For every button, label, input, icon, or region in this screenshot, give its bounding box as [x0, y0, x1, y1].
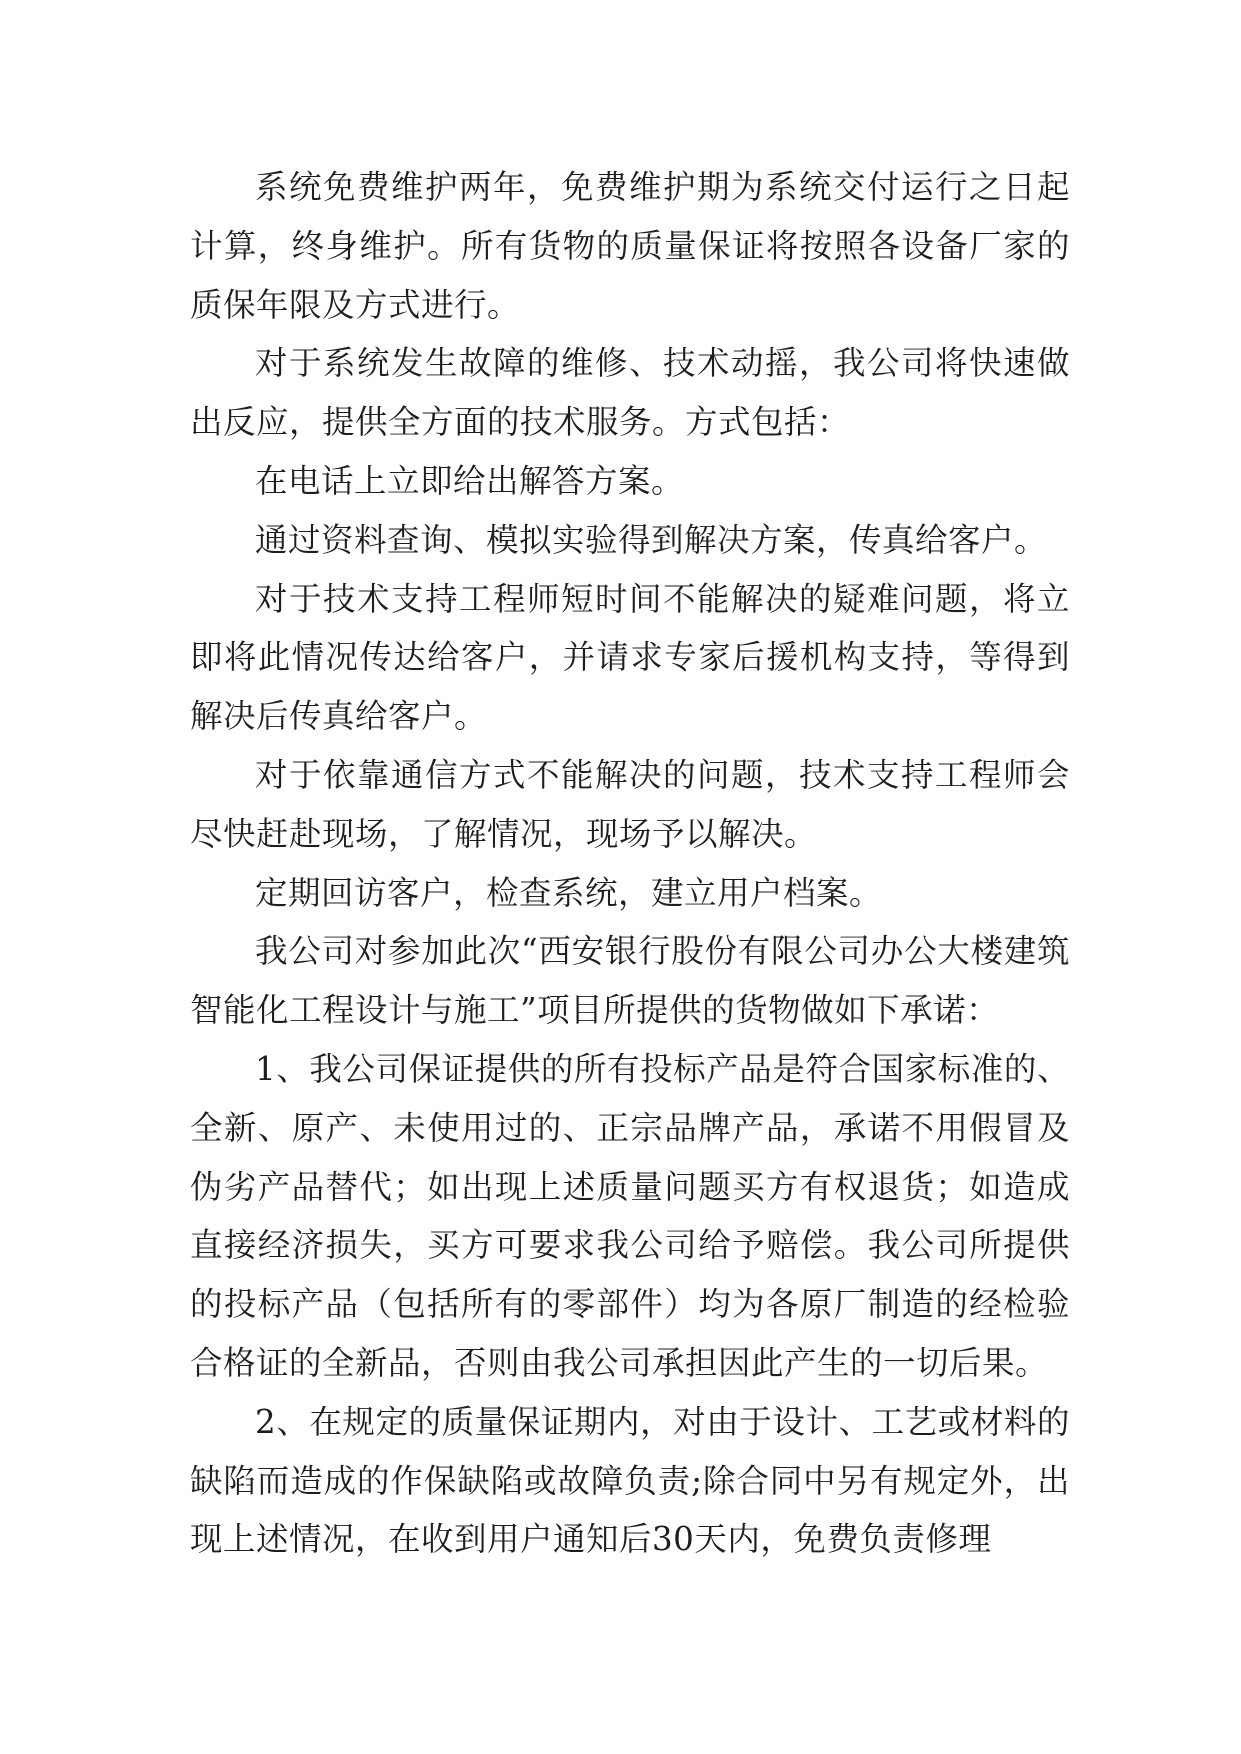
- paragraph-commitment-2: 2、在规定的质量保证期内，对由于设计、工艺或材料的缺陷而造成的作保缺陷或故障负责;除合同中另有规定外，出现上述情况，在收到用户通知后30天内，免费负责修理: [190, 1402, 1070, 1559]
- paragraph-fax-solution: 通过资料查询、模拟实验得到解决方案，传真给客户。: [255, 520, 1048, 559]
- paragraph-maintenance-period: 系统免费维护两年，免费维护期为系统交付运行之日起计算，终身维护。所有货物的质量保证将按照各设备厂家的质保年限及方式进行。: [190, 168, 1070, 324]
- paragraph-phone-answer: 在电话上立即给出解答方案。: [255, 461, 685, 500]
- paragraph-customer-visits: 定期回访客户，检查系统，建立用户档案。: [255, 873, 883, 912]
- paragraph-onsite-service: 对于依靠通信方式不能解决的问题，技术支持工程师会尽快赶赴现场，了解情况，现场予以解决。: [190, 755, 1070, 853]
- paragraph-commitment-1: 1、我公司保证提供的所有投标产品是符合国家标准的、全新、原产、未使用过的、正宗品牌产品，承诺不用假冒及伪劣产品替代；如出现上述质量问题买方有权退货；如造成直接经济损失，买方可要求我公司给予赔偿。我公司所提供的投标产品（包括所有的零部件）均为各原厂制造的经检验合格证的全新品，否则由我公司承担因此产生的一切后果。: [190, 1049, 1070, 1382]
- document-body: [190, 158, 1070, 1569]
- paragraph-fault-response: 对于系统发生故障的维修、技术动摇，我公司将快速做出反应，提供全方面的技术服务。方式包括：: [190, 344, 1070, 442]
- paragraph-project-commitment: 我公司对参加此次“西安银行股份有限公司办公大楼建筑智能化工程设计与施工”项目所提供的货物做如下承诺：: [190, 932, 1070, 1030]
- paragraph-expert-support: 对于技术支持工程师短时间不能解决的疑难问题，将立即将此情况传达给客户，并请求专家后援机构支持，等得到解决后传真给客户。: [190, 579, 1070, 736]
